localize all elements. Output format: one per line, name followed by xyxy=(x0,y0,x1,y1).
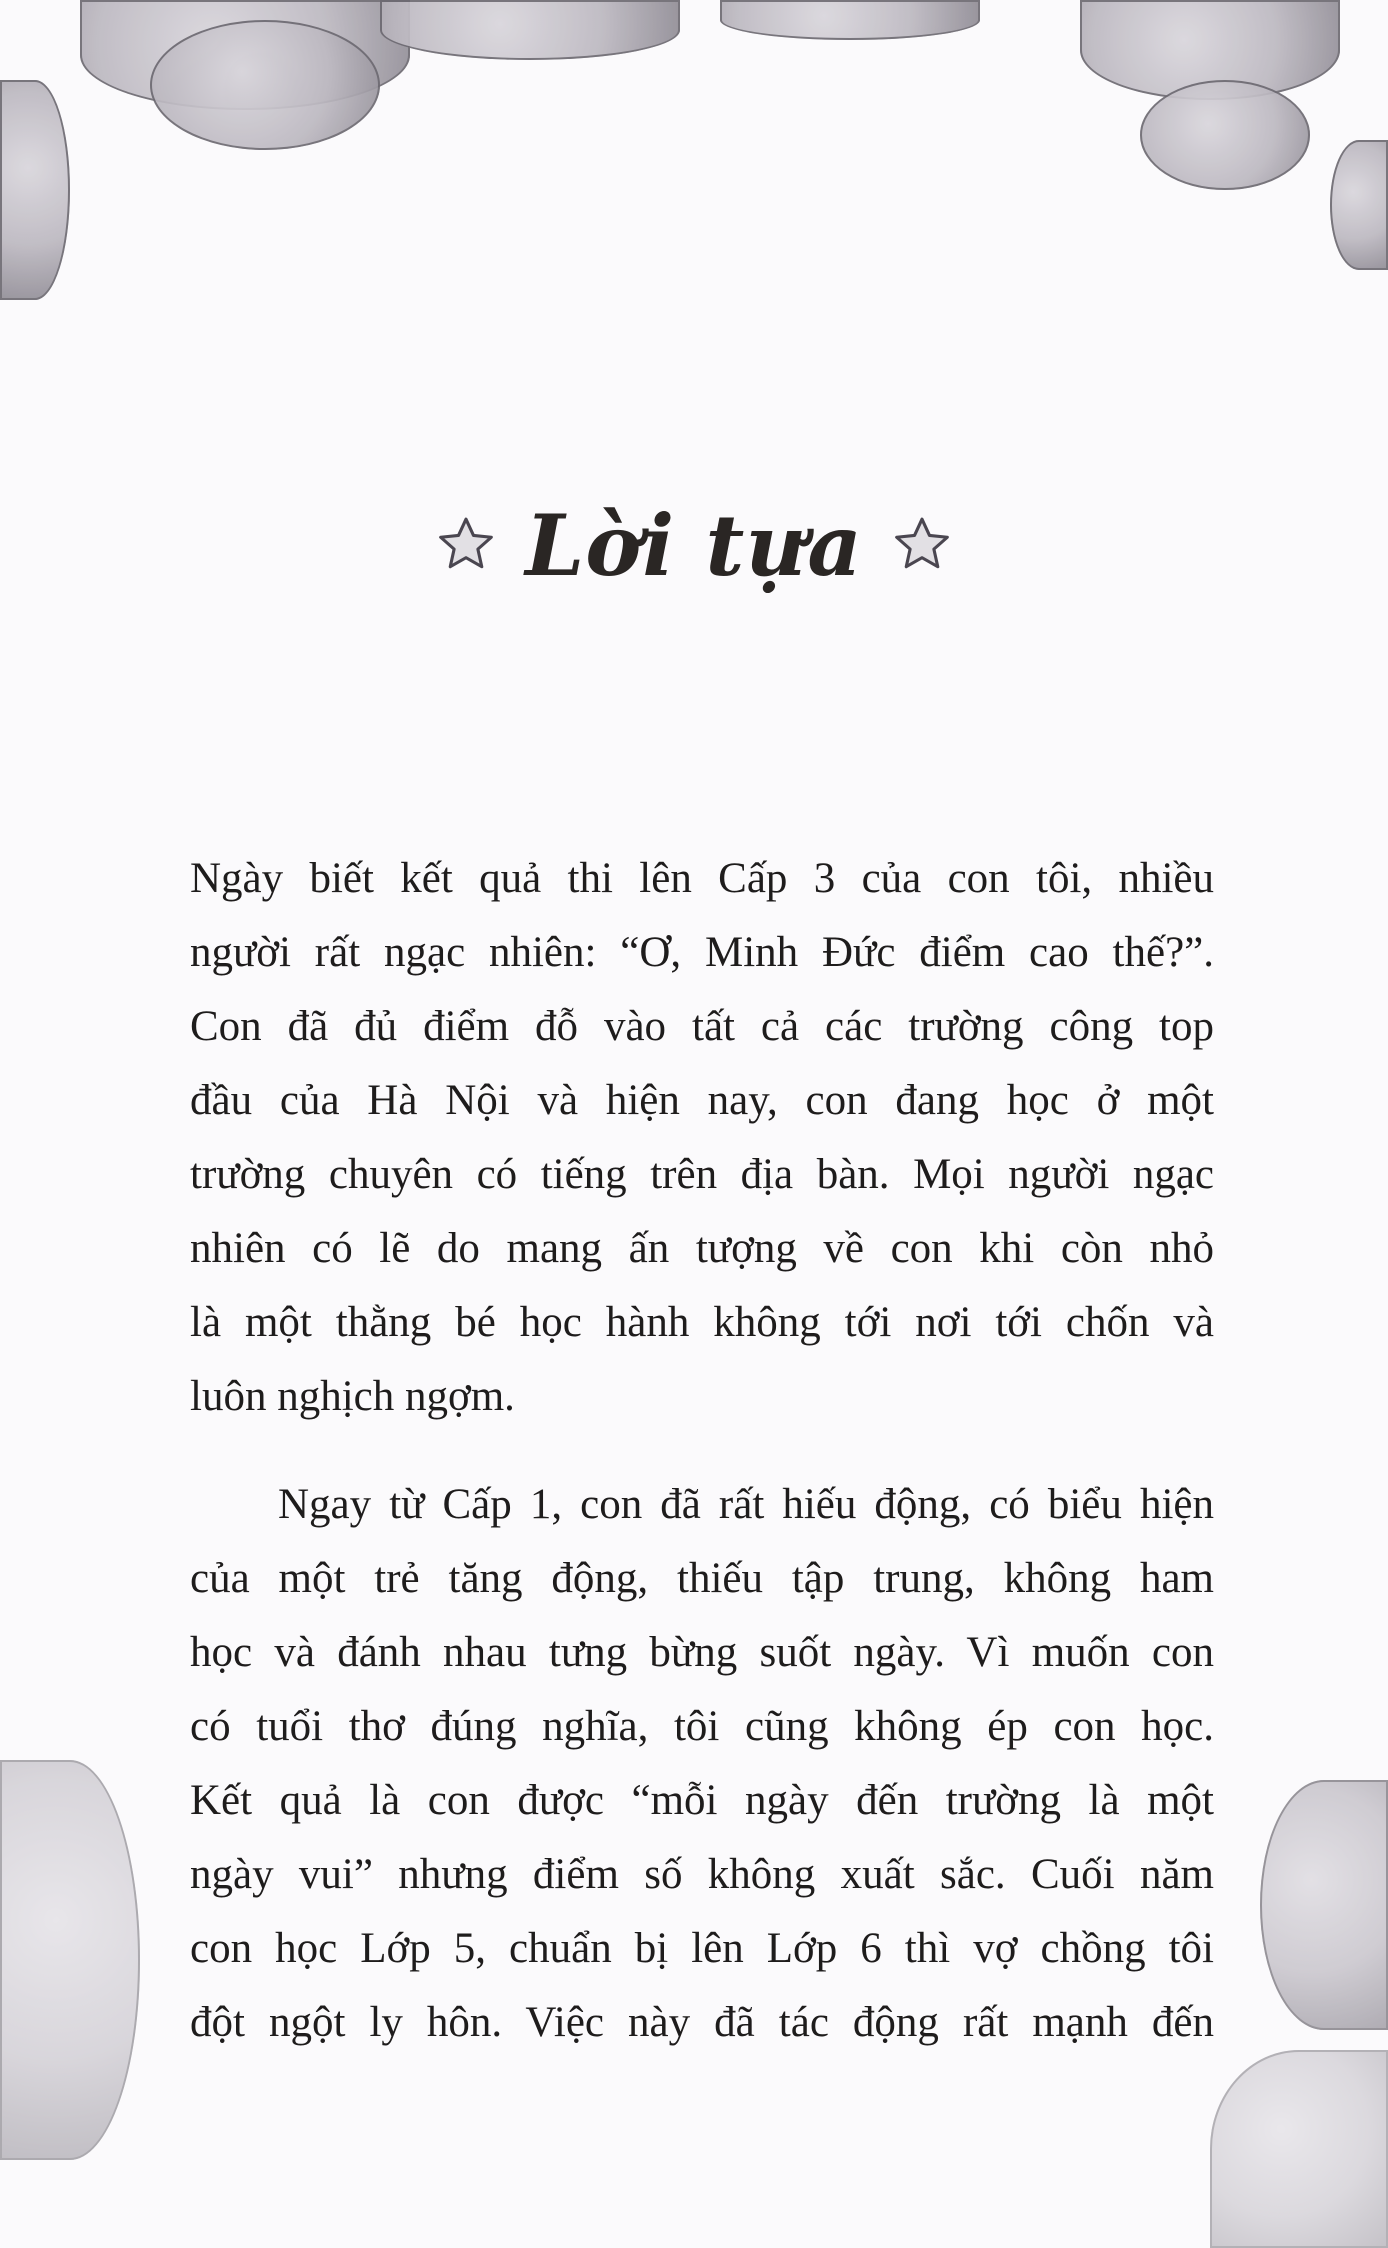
decorative-blob-right xyxy=(1330,140,1388,270)
text-line: là một thằng bé học hành không tới nơi tới chốn và xyxy=(190,1299,1214,1346)
text-line: ngày vui” nhưng điểm số không xuất sắc. Cuối năm xyxy=(190,1851,1214,1898)
text-line: của một trẻ tăng động, thiếu tập trung, không ham xyxy=(190,1555,1214,1602)
text-line: đầu của Hà Nội và hiện nay, con đang học ở một xyxy=(190,1077,1214,1124)
text-line: có tuổi thơ đúng nghĩa, tôi cũng không ép con học. xyxy=(190,1703,1214,1750)
text-line: con học Lớp 5, chuẩn bị lên Lớp 6 thì vợ chồng tôi xyxy=(190,1925,1214,1972)
decorative-blob-bottom-right-1 xyxy=(1260,1780,1388,2030)
text-line: học và đánh nhau tưng bừng suốt ngày. Vì muốn con xyxy=(190,1629,1214,1676)
chapter-heading xyxy=(0,480,1388,610)
decorative-blob-top-6 xyxy=(1140,80,1310,190)
text-line: người rất ngạc nhiên: “Ơ, Minh Đức điểm cao thế?”. xyxy=(190,929,1214,976)
decorative-blob-top-2 xyxy=(150,20,380,150)
text-line: đột ngột ly hôn. Việc này đã tác động rất mạnh đến xyxy=(190,1999,1214,2046)
text-line: luôn nghịch ngợm. xyxy=(190,1373,515,1420)
chapter-title: Lời tựa xyxy=(525,495,863,595)
text-line: Kết quả là con được “mỗi ngày đến trường là một xyxy=(190,1777,1214,1824)
text-line: nhiên có lẽ do mang ấn tượng về con khi còn nhỏ xyxy=(190,1225,1214,1272)
decorative-blob-top-4 xyxy=(720,0,980,40)
paragraph-1 xyxy=(190,842,1214,1434)
decorative-blob-bottom-right-2 xyxy=(1210,2050,1388,2248)
text-line: Ngày biết kết quả thi lên Cấp 3 của con tôi, nhiều xyxy=(190,855,1214,902)
decorative-blob-bottom-left xyxy=(0,1760,140,2160)
text-line: Con đã đủ điểm đỗ vào tất cả các trường công top xyxy=(190,1003,1214,1050)
text-line: trường chuyên có tiếng trên địa bàn. Mọi người ngạc xyxy=(190,1151,1214,1198)
decorative-blob-top-3 xyxy=(380,0,680,60)
star-icon xyxy=(435,514,497,576)
body-text xyxy=(190,842,1214,2094)
text-line: Ngay từ Cấp 1, con đã rất hiếu động, có biểu hiện xyxy=(278,1481,1214,1528)
star-icon xyxy=(891,514,953,576)
paragraph-2 xyxy=(190,1468,1214,2060)
decorative-blob-left xyxy=(0,80,70,300)
